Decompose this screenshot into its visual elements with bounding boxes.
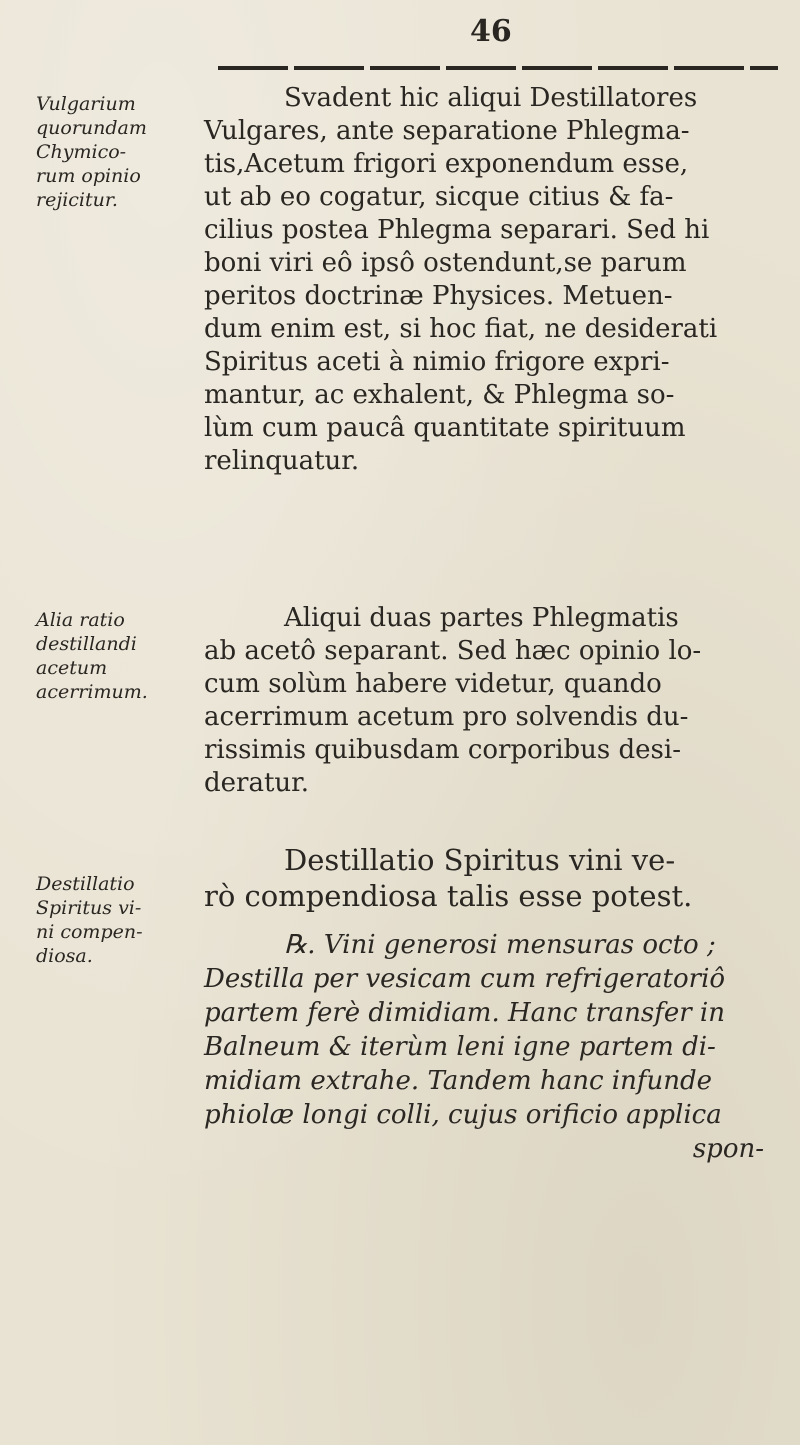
text-line: lùm cum paucâ quantitate spirituum (204, 413, 686, 443)
text-line: Spiritus aceti à nimio frigore expri- (204, 347, 670, 377)
paragraph-2 (204, 602, 794, 800)
margin-line: acerrimum. (36, 681, 148, 703)
text-line: rò compendiosa talis esse potest. (204, 879, 693, 913)
text-line: peritos doctrinæ Physices. Metuen- (204, 281, 673, 311)
text-line: Balneum & iterùm leni igne partem di- (204, 1032, 716, 1062)
text-line: ut ab eo cogatur, sicque citius & fa- (204, 182, 674, 212)
recipe-paragraph (204, 928, 794, 1166)
margin-line: acetum (36, 657, 108, 679)
margin-note-spirit-of-wine (36, 872, 206, 968)
margin-line: diosa. (36, 945, 93, 967)
text-line: Destillatio Spiritus vini ve- (284, 843, 676, 877)
text-line: Destilla per vesicam cum refrigeratoriô (204, 964, 726, 994)
margin-line: Chymico- (36, 141, 127, 163)
margin-line: ni compen- (36, 921, 143, 943)
text-line: Aliqui duas partes Phlegmatis (284, 603, 679, 633)
margin-line: Destillatio (36, 873, 135, 895)
margin-line: Spiritus vi- (36, 897, 142, 919)
margin-note-other-method (36, 608, 206, 704)
text-line: mantur, ac exhalent, & Phlegma so- (204, 380, 675, 410)
text-line: midiam extrahe. Tandem hanc infunde (204, 1066, 712, 1096)
text-line: Svadent hic aliqui Destillatores (284, 83, 698, 113)
catchword: spon- (692, 1134, 764, 1164)
text-line: cilius postea Phlegma separari. Sed hi (204, 215, 710, 245)
text-line: boni viri eô ipsô ostendunt,se parum (204, 248, 687, 278)
text-line: phiolæ longi colli, cujus orificio applica (204, 1100, 722, 1130)
margin-line: destillandi (36, 633, 137, 655)
text-line: Vulgares, ante separatione Phlegma- (204, 116, 690, 146)
text-line: ab acetô separant. Sed hæc opinio lo- (204, 636, 702, 666)
margin-line: quorundam (36, 117, 147, 139)
margin-line: Alia ratio (36, 609, 125, 631)
header-rule (218, 66, 778, 70)
paragraph-1 (204, 82, 794, 478)
text-line: deratur. (204, 768, 309, 798)
margin-line: rejicitur. (36, 189, 118, 211)
margin-note-vulgar-chemists (36, 92, 206, 212)
text-line: acerrimum acetum pro solvendis du- (204, 702, 689, 732)
text-line: tis,Acetum frigori exponendum esse, (204, 149, 689, 179)
text-line: dum enim est, si hoc fiat, ne desiderati (204, 314, 718, 344)
paragraph-3 (204, 842, 794, 914)
margin-line: Vulgarium (36, 93, 136, 115)
text-line: relinquatur. (204, 446, 360, 476)
margin-line: rum opinio (36, 165, 141, 187)
page-number: 46 (470, 14, 512, 49)
text-line: partem ferè dimidiam. Hanc transfer in (204, 998, 725, 1028)
text-line: ℞. Vini generosi mensuras octo ; (284, 930, 716, 960)
text-line: cum solùm habere videtur, quando (204, 669, 662, 699)
text-line: rissimis quibusdam corporibus desi- (204, 735, 681, 765)
